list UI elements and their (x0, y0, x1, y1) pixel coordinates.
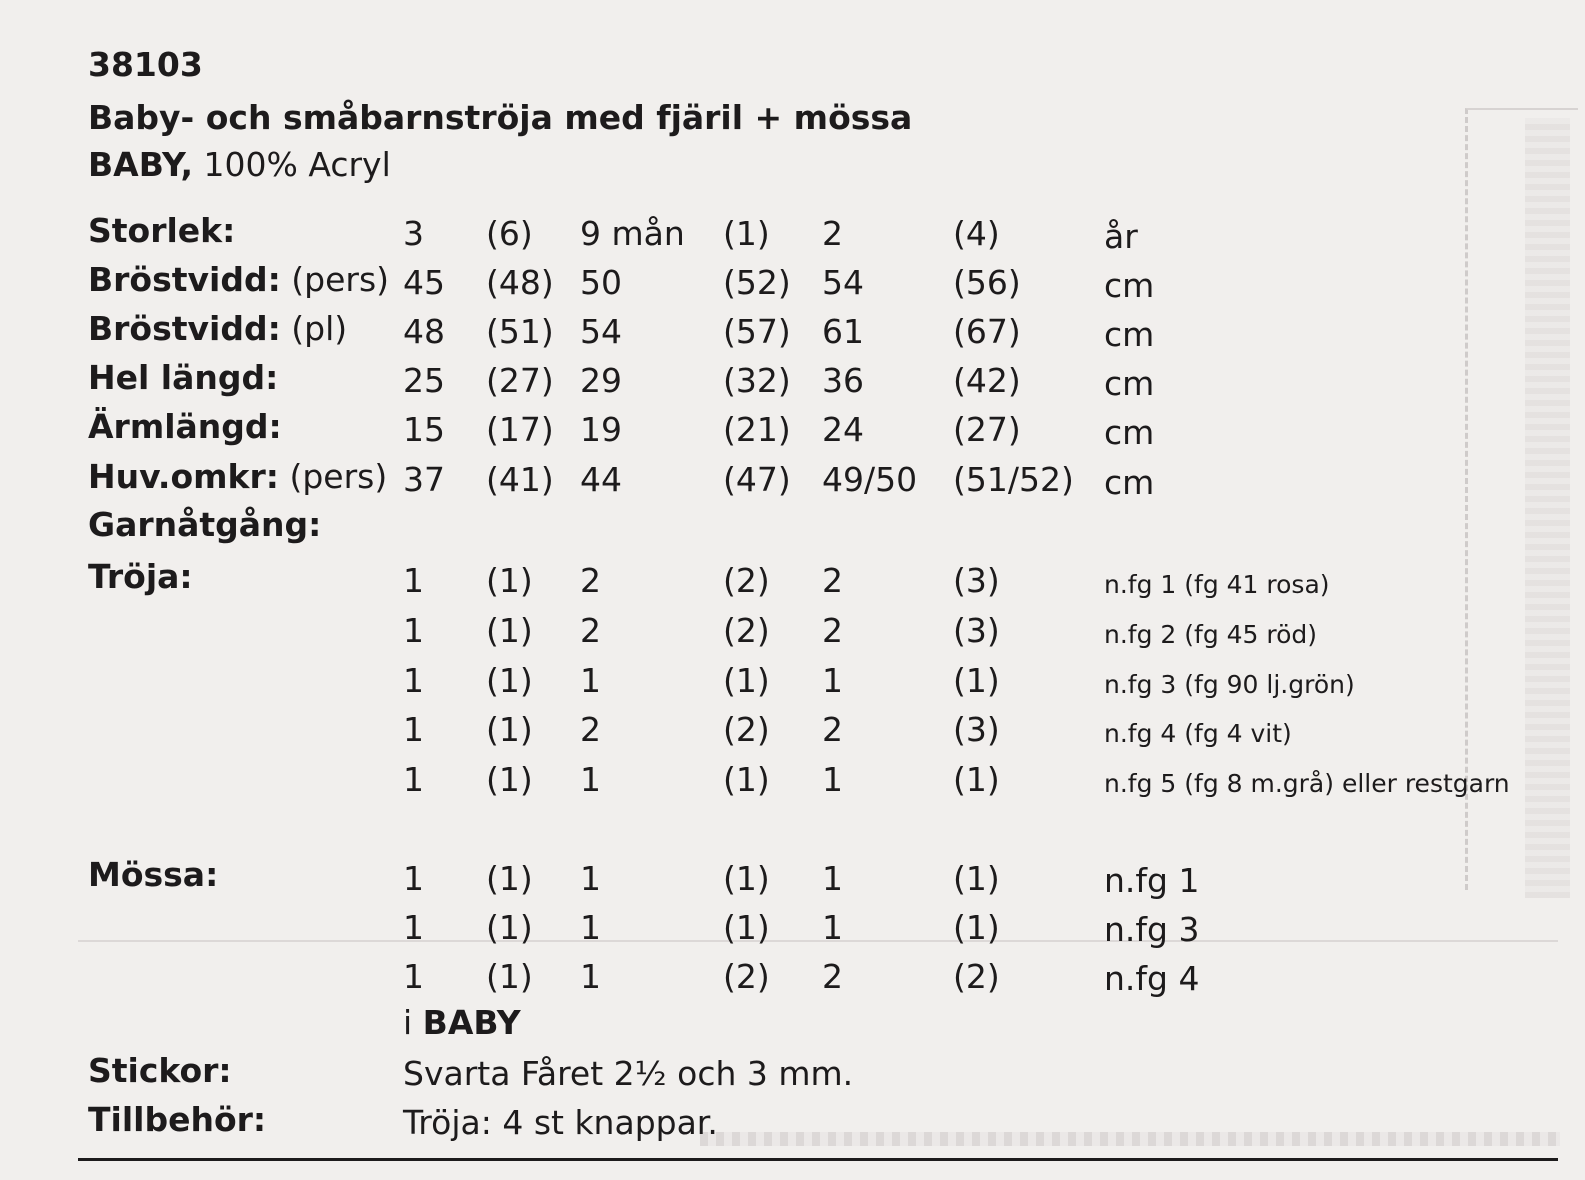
table-cell: 9 mån (580, 214, 685, 253)
table-cell-unit: cm (1104, 364, 1155, 403)
table-cell: 1 (403, 908, 424, 947)
table-cell: 2 (580, 710, 601, 749)
table-cell: 24 (822, 410, 864, 449)
row-label: Huv.omkr: (pers) (88, 457, 388, 496)
table-cell: 1 (403, 957, 424, 996)
table-cell: 2 (822, 611, 843, 650)
table-cell: 1 (822, 661, 843, 700)
table-cell: (1) (723, 908, 770, 947)
yarn-line: i BABY (403, 1003, 521, 1042)
table-cell: (1) (486, 710, 533, 749)
table-cell: 48 (403, 312, 445, 351)
table-cell-color: n.fg 3 (1104, 910, 1200, 949)
bleed-through-border (1525, 118, 1570, 898)
table-cell: (6) (486, 214, 533, 253)
row-label: Bröstvidd: (pl) (88, 309, 348, 348)
table-cell: (17) (486, 410, 554, 449)
table-cell: (27) (486, 361, 554, 400)
table-cell: 1 (580, 908, 601, 947)
table-cell: 36 (822, 361, 864, 400)
table-cell: (1) (723, 859, 770, 898)
table-cell: 3 (403, 214, 424, 253)
bleed-through-border-bottom (700, 1132, 1560, 1146)
needles-value: Svarta Fåret 2½ och 3 mm. (403, 1054, 854, 1093)
table-cell: 2 (822, 214, 843, 253)
table-cell: 1 (403, 611, 424, 650)
bleed-through-rule (78, 940, 1558, 942)
table-cell: (51) (486, 312, 554, 351)
table-cell: (1) (953, 908, 1000, 947)
row-label: Bröstvidd: (pers) (88, 260, 390, 299)
table-cell: (27) (953, 410, 1021, 449)
table-cell: (1) (953, 661, 1000, 700)
table-cell: (41) (486, 460, 554, 499)
table-cell: (1) (486, 859, 533, 898)
table-cell: (1) (486, 611, 533, 650)
pattern-title: Baby- och småbarnströja med fjäril + mössa (88, 98, 913, 137)
table-cell: 54 (822, 263, 864, 302)
table-cell: 1 (822, 760, 843, 799)
table-cell: (1) (486, 760, 533, 799)
table-cell-unit: cm (1104, 266, 1155, 305)
table-cell: 45 (403, 263, 445, 302)
table-cell: (1) (486, 661, 533, 700)
bottom-rule (78, 1158, 1558, 1161)
table-cell: 25 (403, 361, 445, 400)
table-cell: (1) (723, 760, 770, 799)
table-cell: 29 (580, 361, 622, 400)
table-cell: (1) (486, 561, 533, 600)
table-cell: (1) (723, 214, 770, 253)
table-cell: (2) (723, 561, 770, 600)
row-label: Storlek: (88, 211, 236, 250)
table-cell: 2 (580, 611, 601, 650)
table-cell: (2) (723, 611, 770, 650)
table-cell: (48) (486, 263, 554, 302)
table-cell: (2) (723, 710, 770, 749)
table-cell: 1 (580, 760, 601, 799)
yarn-name: BABY, (88, 145, 194, 184)
table-cell: 19 (580, 410, 622, 449)
row-label: Hel längd: (88, 358, 279, 397)
table-cell-unit: cm (1104, 315, 1155, 354)
row-label: Mössa: (88, 855, 219, 894)
table-cell: (67) (953, 312, 1021, 351)
table-cell-color: n.fg 1 (1104, 861, 1200, 900)
table-cell-color: n.fg 4 (1104, 959, 1200, 998)
table-cell-color: n.fg 1 (fg 41 rosa) (1104, 570, 1330, 599)
table-cell: (1) (723, 661, 770, 700)
table-cell: 49/50 (822, 460, 918, 499)
table-cell: 1 (580, 859, 601, 898)
table-cell-color: n.fg 2 (fg 45 röd) (1104, 620, 1318, 649)
row-label: Ärmlängd: (88, 407, 282, 446)
table-cell: 1 (580, 661, 601, 700)
table-cell: 37 (403, 460, 445, 499)
row-label: Tröja: (88, 557, 193, 596)
table-cell: 50 (580, 263, 622, 302)
needles-label: Stickor: (88, 1051, 232, 1090)
table-cell: (51/52) (953, 460, 1074, 499)
table-cell-color: n.fg 4 (fg 4 vit) (1104, 719, 1292, 748)
table-cell: 2 (822, 561, 843, 600)
table-cell: (32) (723, 361, 791, 400)
table-cell: 1 (822, 859, 843, 898)
table-cell: (2) (723, 957, 770, 996)
table-cell-color: n.fg 5 (fg 8 m.grå) eller restgarn (1104, 769, 1510, 798)
yarn-info (88, 145, 391, 184)
table-cell: 54 (580, 312, 622, 351)
row-label: Garnåtgång: (88, 505, 322, 544)
table-cell: (4) (953, 214, 1000, 253)
accessories-value: Tröja: 4 st knappar. (403, 1103, 718, 1142)
table-cell: (21) (723, 410, 791, 449)
table-cell-color: n.fg 3 (fg 90 lj.grön) (1104, 670, 1355, 699)
table-cell: (52) (723, 263, 791, 302)
table-cell: 1 (403, 859, 424, 898)
table-cell-unit: år (1104, 217, 1138, 256)
table-cell: (3) (953, 611, 1000, 650)
accessories-label: Tillbehör: (88, 1100, 267, 1139)
table-cell-unit: cm (1104, 463, 1155, 502)
table-cell: (1) (486, 908, 533, 947)
table-cell: 1 (403, 661, 424, 700)
table-cell: (47) (723, 460, 791, 499)
table-cell: 1 (403, 561, 424, 600)
table-cell: (2) (953, 957, 1000, 996)
table-cell: 1 (403, 710, 424, 749)
table-cell: 2 (822, 957, 843, 996)
table-cell: 1 (822, 908, 843, 947)
table-cell: 15 (403, 410, 445, 449)
yarn-content: 100% Acryl (193, 145, 391, 184)
table-cell: (3) (953, 710, 1000, 749)
table-cell: 1 (403, 760, 424, 799)
table-cell: (3) (953, 561, 1000, 600)
table-cell: (1) (953, 859, 1000, 898)
table-cell: (1) (486, 957, 533, 996)
table-cell: 61 (822, 312, 864, 351)
pattern-number: 38103 (88, 45, 203, 84)
table-cell: (56) (953, 263, 1021, 302)
table-cell: (1) (953, 760, 1000, 799)
table-cell: 1 (580, 957, 601, 996)
table-cell: 2 (822, 710, 843, 749)
table-cell-unit: cm (1104, 413, 1155, 452)
table-cell: (57) (723, 312, 791, 351)
table-cell: 2 (580, 561, 601, 600)
table-cell: 44 (580, 460, 622, 499)
table-cell: (42) (953, 361, 1021, 400)
